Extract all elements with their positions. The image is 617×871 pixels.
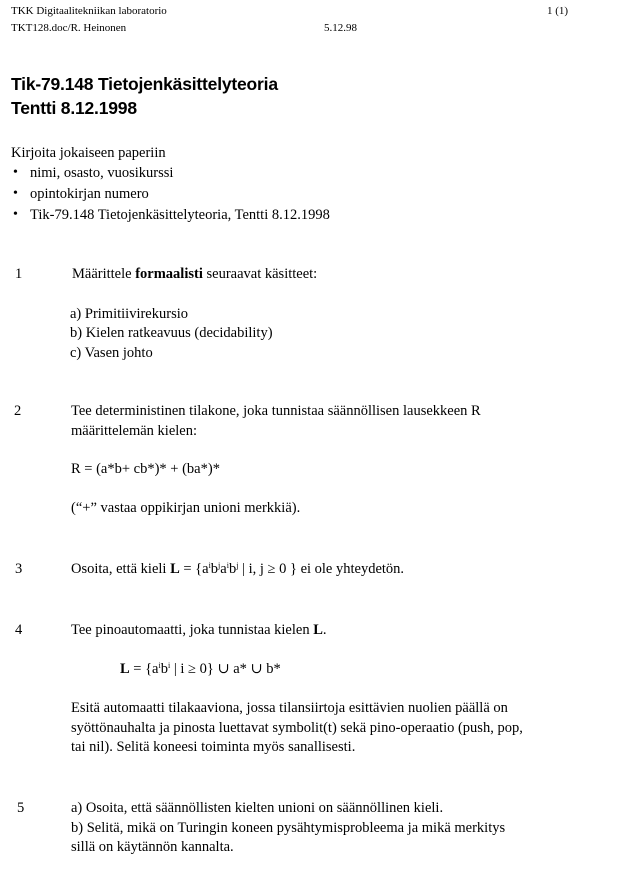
q3-sup: i [208,561,211,570]
q2-expression: R = (a*b+ cb*)* + (ba*)* [71,461,220,477]
q2-number: 2 [14,403,22,419]
q4-desc: Esitä automaatti tilakaaviona, jossa tilansiirtoja esittävien nuolien päällä on [71,700,508,716]
q3-number: 3 [15,561,23,577]
q5-a: a) Osoita, että säännöllisten kielten unioni on säännöllinen kieli. [71,800,444,816]
q4-expr-lang: L [120,661,130,677]
q5-b2: sillä on käytännön kannalta. [71,839,234,855]
instructions-intro: Kirjoita jokaiseen paperiin [11,145,166,161]
q3-sup: j [218,561,221,570]
q5-number: 5 [17,800,25,816]
header-org: TKK Digitaalitekniikan laboratorio [11,5,167,17]
instruction-item: Tik-79.148 Tietojenkäsittelyteoria, Tentti 8.12.1998 [30,207,330,223]
header-date: 5.12.98 [324,22,357,34]
q4-line1: Tee pinoautomaatti, joka tunnistaa kielen L. [71,622,327,638]
q1-pre: Määrittele [72,266,132,282]
q3-b: b [228,561,237,577]
q4-expression [120,661,281,678]
q1-bold: formaalisti [135,266,203,282]
q1-number: 1 [15,266,23,282]
q3-pre: Osoita, että kieli [71,561,167,577]
bullet-icon: • [13,207,18,222]
q4-sup: i [167,661,171,670]
q3-a: a [220,561,227,577]
q4-desc: syöttönauhalta ja pinosta luettavat symbolit(t) sekä pino-operaatio (push, pop, [71,720,523,736]
q3-sup: i [226,561,229,570]
q3-eq: = {a [179,561,209,577]
q3-b: b [210,561,219,577]
bullet-icon: • [13,186,18,201]
q4-lang: L [313,622,323,638]
title-line2: Tentti 8.12.1998 [11,98,137,118]
instruction-item: nimi, osasto, vuosikurssi [30,165,174,181]
q3-lang: L [170,561,180,577]
title-line1: Tik-79.148 Tietojenkäsittelyteoria [11,74,278,94]
q4-expr-b: b [160,661,168,677]
q5-b1: b) Selitä, mikä on Turingin koneen pysähtymisprobleema ja mikä merkitys [71,820,506,836]
q4-expr-a: = {a [129,661,159,677]
q4-expr-rest: | i ≥ 0} ∪ a* ∪ b* [170,661,281,677]
q1-item: b) Kielen ratkeavuus (decidability) [70,325,273,341]
q1-post: seuraavat käsitteet: [206,266,318,282]
q4-desc: tai nil). Selitä koneesi toiminta myös sanallisesti. [71,739,356,755]
header-page: 1 (1) [547,5,569,17]
q1-text [72,266,317,283]
q4-number: 4 [15,622,23,638]
q3-text [71,561,404,578]
q2-note: (“+” vastaa oppikirjan unioni merkkiä). [71,500,301,516]
instruction-item: opintokirjan numero [30,186,149,202]
header-doc: TKT128.doc/R. Heinonen [11,22,127,34]
q3-cond: | i, j ≥ 0 } ei ole yhteydetön. [238,561,405,577]
q3-sup: j [236,561,239,570]
q1-item: c) Vasen johto [70,345,153,361]
q2-line1: Tee deterministinen tilakone, joka tunnistaa säännöllisen lausekkeen R [71,403,481,419]
q2-line2: määrittelemän kielen: [71,423,198,439]
q4-pre: Tee pinoautomaatti, joka tunnistaa kielen [71,622,310,638]
bullet-icon: • [13,165,18,180]
q4-sup: i [158,661,161,670]
q1-item: a) Primitiivirekursio [70,306,188,322]
